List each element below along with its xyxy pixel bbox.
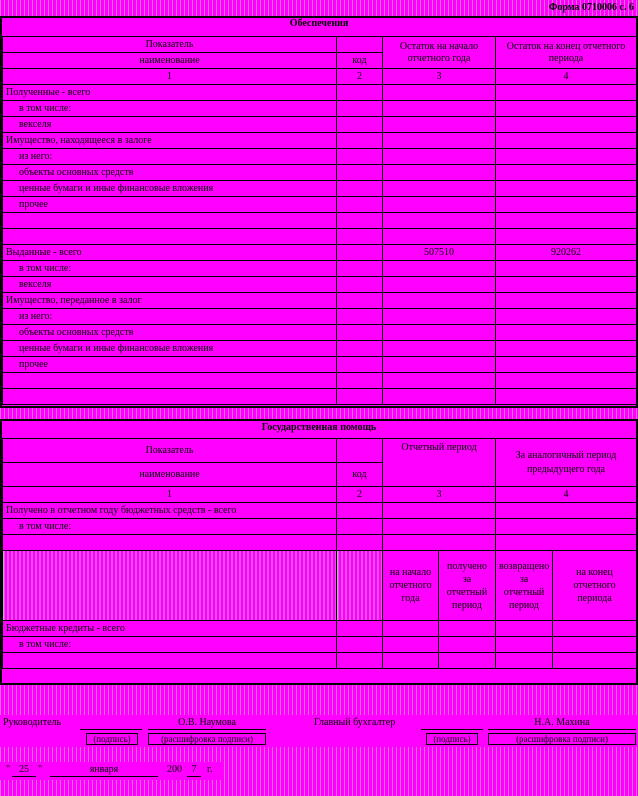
date-year: 7: [187, 764, 201, 777]
aid-row-5-label: [3, 653, 337, 669]
aid-header-code: код: [337, 463, 383, 487]
collateral-row: [3, 213, 637, 229]
collateral-row: [3, 245, 637, 261]
collateral-row-12-code[interactable]: [337, 277, 383, 293]
collateral-row-4-start[interactable]: [383, 149, 496, 165]
aid-header-indicator: Показатель: [3, 439, 337, 463]
collateral-row: [3, 101, 637, 117]
aid-row-0-label: Получено в отчетном году бюджетных средств - всего: [3, 503, 337, 519]
collateral-row: [3, 293, 637, 309]
collateral-row-14-label: из него:: [3, 309, 337, 325]
collateral-row-2-start[interactable]: [383, 117, 496, 133]
collateral-row-13-label: Имущество, переданное в залог: [3, 293, 337, 309]
collateral-row-17-label: прочее: [3, 357, 337, 373]
collateral-row: [3, 261, 637, 277]
collateral-row-2-end[interactable]: [496, 117, 637, 133]
aid-row-3-label: Бюджетные кредиты - всего: [3, 621, 337, 637]
collateral-row-11-label: в том числе:: [3, 261, 337, 277]
header-indicator: Показатель: [3, 37, 337, 53]
collateral-row-5-end[interactable]: [496, 165, 637, 181]
chief-name: Н.А. Махина: [488, 717, 636, 730]
date-year-suffix: г.: [207, 764, 213, 775]
collateral-row-1-label: в том числе:: [3, 101, 337, 117]
aid-num-3: 3: [383, 487, 496, 503]
collateral-row-2-code[interactable]: [337, 117, 383, 133]
collateral-row-4-end[interactable]: [496, 149, 637, 165]
collateral-row-7-end[interactable]: [496, 197, 637, 213]
aid-sub-received: получено за отчетный период: [439, 551, 496, 621]
header-col3: Остаток на начало отчетного года: [383, 37, 496, 69]
collateral-row: [3, 133, 637, 149]
collateral-row: [3, 117, 637, 133]
collateral-row-5-code[interactable]: [337, 165, 383, 181]
collateral-row-13-code[interactable]: [337, 293, 383, 309]
header-col4: Остаток на конец отчетного периода: [496, 37, 637, 69]
collateral-row: [3, 197, 637, 213]
collateral-row-7-start[interactable]: [383, 197, 496, 213]
collateral-row-3-label: Имущество, находящееся в залоге: [3, 133, 337, 149]
date-day: 25: [12, 764, 36, 777]
head-sign-caption: (подпись): [86, 733, 138, 745]
collateral-row-1-start[interactable]: [383, 101, 496, 117]
collateral-row-0-code[interactable]: [337, 85, 383, 101]
collateral-row-12-end[interactable]: [496, 277, 637, 293]
collateral-row-19-start[interactable]: [383, 389, 496, 405]
collateral-row-8-start[interactable]: [383, 213, 496, 229]
collateral-row-14-start[interactable]: [383, 309, 496, 325]
collateral-row-16-end[interactable]: [496, 341, 637, 357]
collateral-row-13-end[interactable]: [496, 293, 637, 309]
state-aid-table: [2, 438, 637, 669]
aid-sub-end: на конец отчетного периода: [553, 551, 637, 621]
aid-header-col3: Отчетный период: [383, 439, 496, 487]
collateral-row-12-label: векселя: [3, 277, 337, 293]
collateral-row-19-label: [3, 389, 337, 405]
collateral-row: [3, 277, 637, 293]
section-collateral-title: Обеспечения: [289, 18, 349, 29]
collateral-row-14-code[interactable]: [337, 309, 383, 325]
collateral-row-19-code[interactable]: [337, 389, 383, 405]
collateral-row-8-code[interactable]: [337, 213, 383, 229]
collateral-row-11-code[interactable]: [337, 261, 383, 277]
collateral-row: [3, 85, 637, 101]
aid-num-4: 4: [496, 487, 637, 503]
aid-header-col4: За аналогичный период предыдущего года: [496, 439, 637, 487]
collateral-row: [3, 149, 637, 165]
collateral-row: [3, 357, 637, 373]
collateral-row-6-start[interactable]: [383, 181, 496, 197]
collateral-row-0-end[interactable]: [496, 85, 637, 101]
collateral-row-12-start[interactable]: [383, 277, 496, 293]
header-num-4: 4: [496, 69, 637, 85]
collateral-row-14-end[interactable]: [496, 309, 637, 325]
collateral-row-15-start[interactable]: [383, 325, 496, 341]
chief-sign-caption: (подпись): [426, 733, 478, 745]
collateral-row-5-start[interactable]: [383, 165, 496, 181]
aid-num-1: 1: [3, 487, 337, 503]
collateral-row: [3, 165, 637, 181]
collateral-row-8-label: [3, 213, 337, 229]
collateral-row-9-code[interactable]: [337, 229, 383, 245]
collateral-row-18-end[interactable]: [496, 373, 637, 389]
collateral-row-3-end[interactable]: [496, 133, 637, 149]
collateral-row: [3, 373, 637, 389]
section-state-aid-title: Государственная помощь: [261, 422, 377, 433]
head-signature-line[interactable]: [80, 717, 142, 730]
collateral-row-8-end[interactable]: [496, 213, 637, 229]
date-close-quote: ": [38, 764, 43, 775]
collateral-row-9-start[interactable]: [383, 229, 496, 245]
collateral-row-9-end[interactable]: [496, 229, 637, 245]
collateral-row-15-end[interactable]: [496, 325, 637, 341]
head-label: Руководитель: [3, 717, 62, 728]
collateral-row-10-label: Выданные - всего: [3, 245, 337, 261]
collateral-row-5-label: объекты основных средств: [3, 165, 337, 181]
collateral-row: [3, 229, 637, 245]
collateral-row-16-code[interactable]: [337, 341, 383, 357]
collateral-table: [2, 36, 637, 405]
collateral-row-1-code[interactable]: [337, 101, 383, 117]
collateral-row-1-end[interactable]: [496, 101, 637, 117]
header-name: наименование: [3, 53, 337, 69]
collateral-row-16-start[interactable]: [383, 341, 496, 357]
collateral-row: [3, 325, 637, 341]
header-num-2: 2: [337, 69, 383, 85]
chief-decode-caption: (расшифровка подписи): [488, 733, 636, 745]
collateral-row-17-end[interactable]: [496, 357, 637, 373]
collateral-row-7-code[interactable]: [337, 197, 383, 213]
collateral-row-10-start[interactable]: 507510: [383, 245, 496, 261]
collateral-row-18-start[interactable]: [383, 373, 496, 389]
collateral-row: [3, 341, 637, 357]
aid-row-4-label: в том числе:: [3, 637, 337, 653]
form-label: Форма 0710006 с. 6: [548, 2, 634, 13]
collateral-row-10-code[interactable]: [337, 245, 383, 261]
collateral-row: [3, 181, 637, 197]
collateral-row-3-start[interactable]: [383, 133, 496, 149]
chief-signature-line[interactable]: [421, 717, 483, 730]
collateral-row-19-end[interactable]: [496, 389, 637, 405]
aid-num-2: 2: [337, 487, 383, 503]
aid-sub-returned: возвращено за отчетный период: [496, 551, 553, 621]
collateral-row-4-label: из него:: [3, 149, 337, 165]
collateral-row: [3, 309, 637, 325]
collateral-row-11-end[interactable]: [496, 261, 637, 277]
collateral-row-6-label: ценные бумаги и иные финансовые вложения: [3, 181, 337, 197]
collateral-row-7-label: прочее: [3, 197, 337, 213]
collateral-row-6-end[interactable]: [496, 181, 637, 197]
collateral-row-6-code[interactable]: [337, 181, 383, 197]
collateral-row-18-label: [3, 373, 337, 389]
aid-row-2-label: [3, 535, 337, 551]
date-month: января: [50, 764, 158, 777]
aid-sub-start: на начало отчетного года: [383, 551, 439, 621]
collateral-row-15-label: объекты основных средств: [3, 325, 337, 341]
collateral-row-0-label: Полученные - всего: [3, 85, 337, 101]
header-num-3: 3: [383, 69, 496, 85]
collateral-row: [3, 389, 637, 405]
collateral-row-9-label: [3, 229, 337, 245]
date-year-prefix: 200: [167, 764, 182, 775]
head-decode-caption: (расшифровка подписи): [148, 733, 266, 745]
collateral-row-2-label: векселя: [3, 117, 337, 133]
aid-header-name: наименование: [3, 463, 337, 487]
collateral-row-17-start[interactable]: [383, 357, 496, 373]
chief-label: Главный бухгалтер: [314, 717, 396, 728]
collateral-row-11-start[interactable]: [383, 261, 496, 277]
collateral-row-3-code[interactable]: [337, 133, 383, 149]
header-code: код: [337, 53, 383, 69]
header-num-1: 1: [3, 69, 337, 85]
aid-hatched-area: [3, 551, 337, 621]
head-name: О.В. Наумова: [148, 717, 266, 730]
date-open-quote: ": [6, 764, 11, 775]
collateral-row-16-label: ценные бумаги и иные финансовые вложения: [3, 341, 337, 357]
collateral-row-4-code[interactable]: [337, 149, 383, 165]
collateral-row-17-code[interactable]: [337, 357, 383, 373]
collateral-row-18-code[interactable]: [337, 373, 383, 389]
collateral-row-13-start[interactable]: [383, 293, 496, 309]
collateral-row-0-start[interactable]: [383, 85, 496, 101]
collateral-row-10-end[interactable]: 920262: [496, 245, 637, 261]
collateral-row-15-code[interactable]: [337, 325, 383, 341]
aid-row-1-label: в том числе:: [3, 519, 337, 535]
